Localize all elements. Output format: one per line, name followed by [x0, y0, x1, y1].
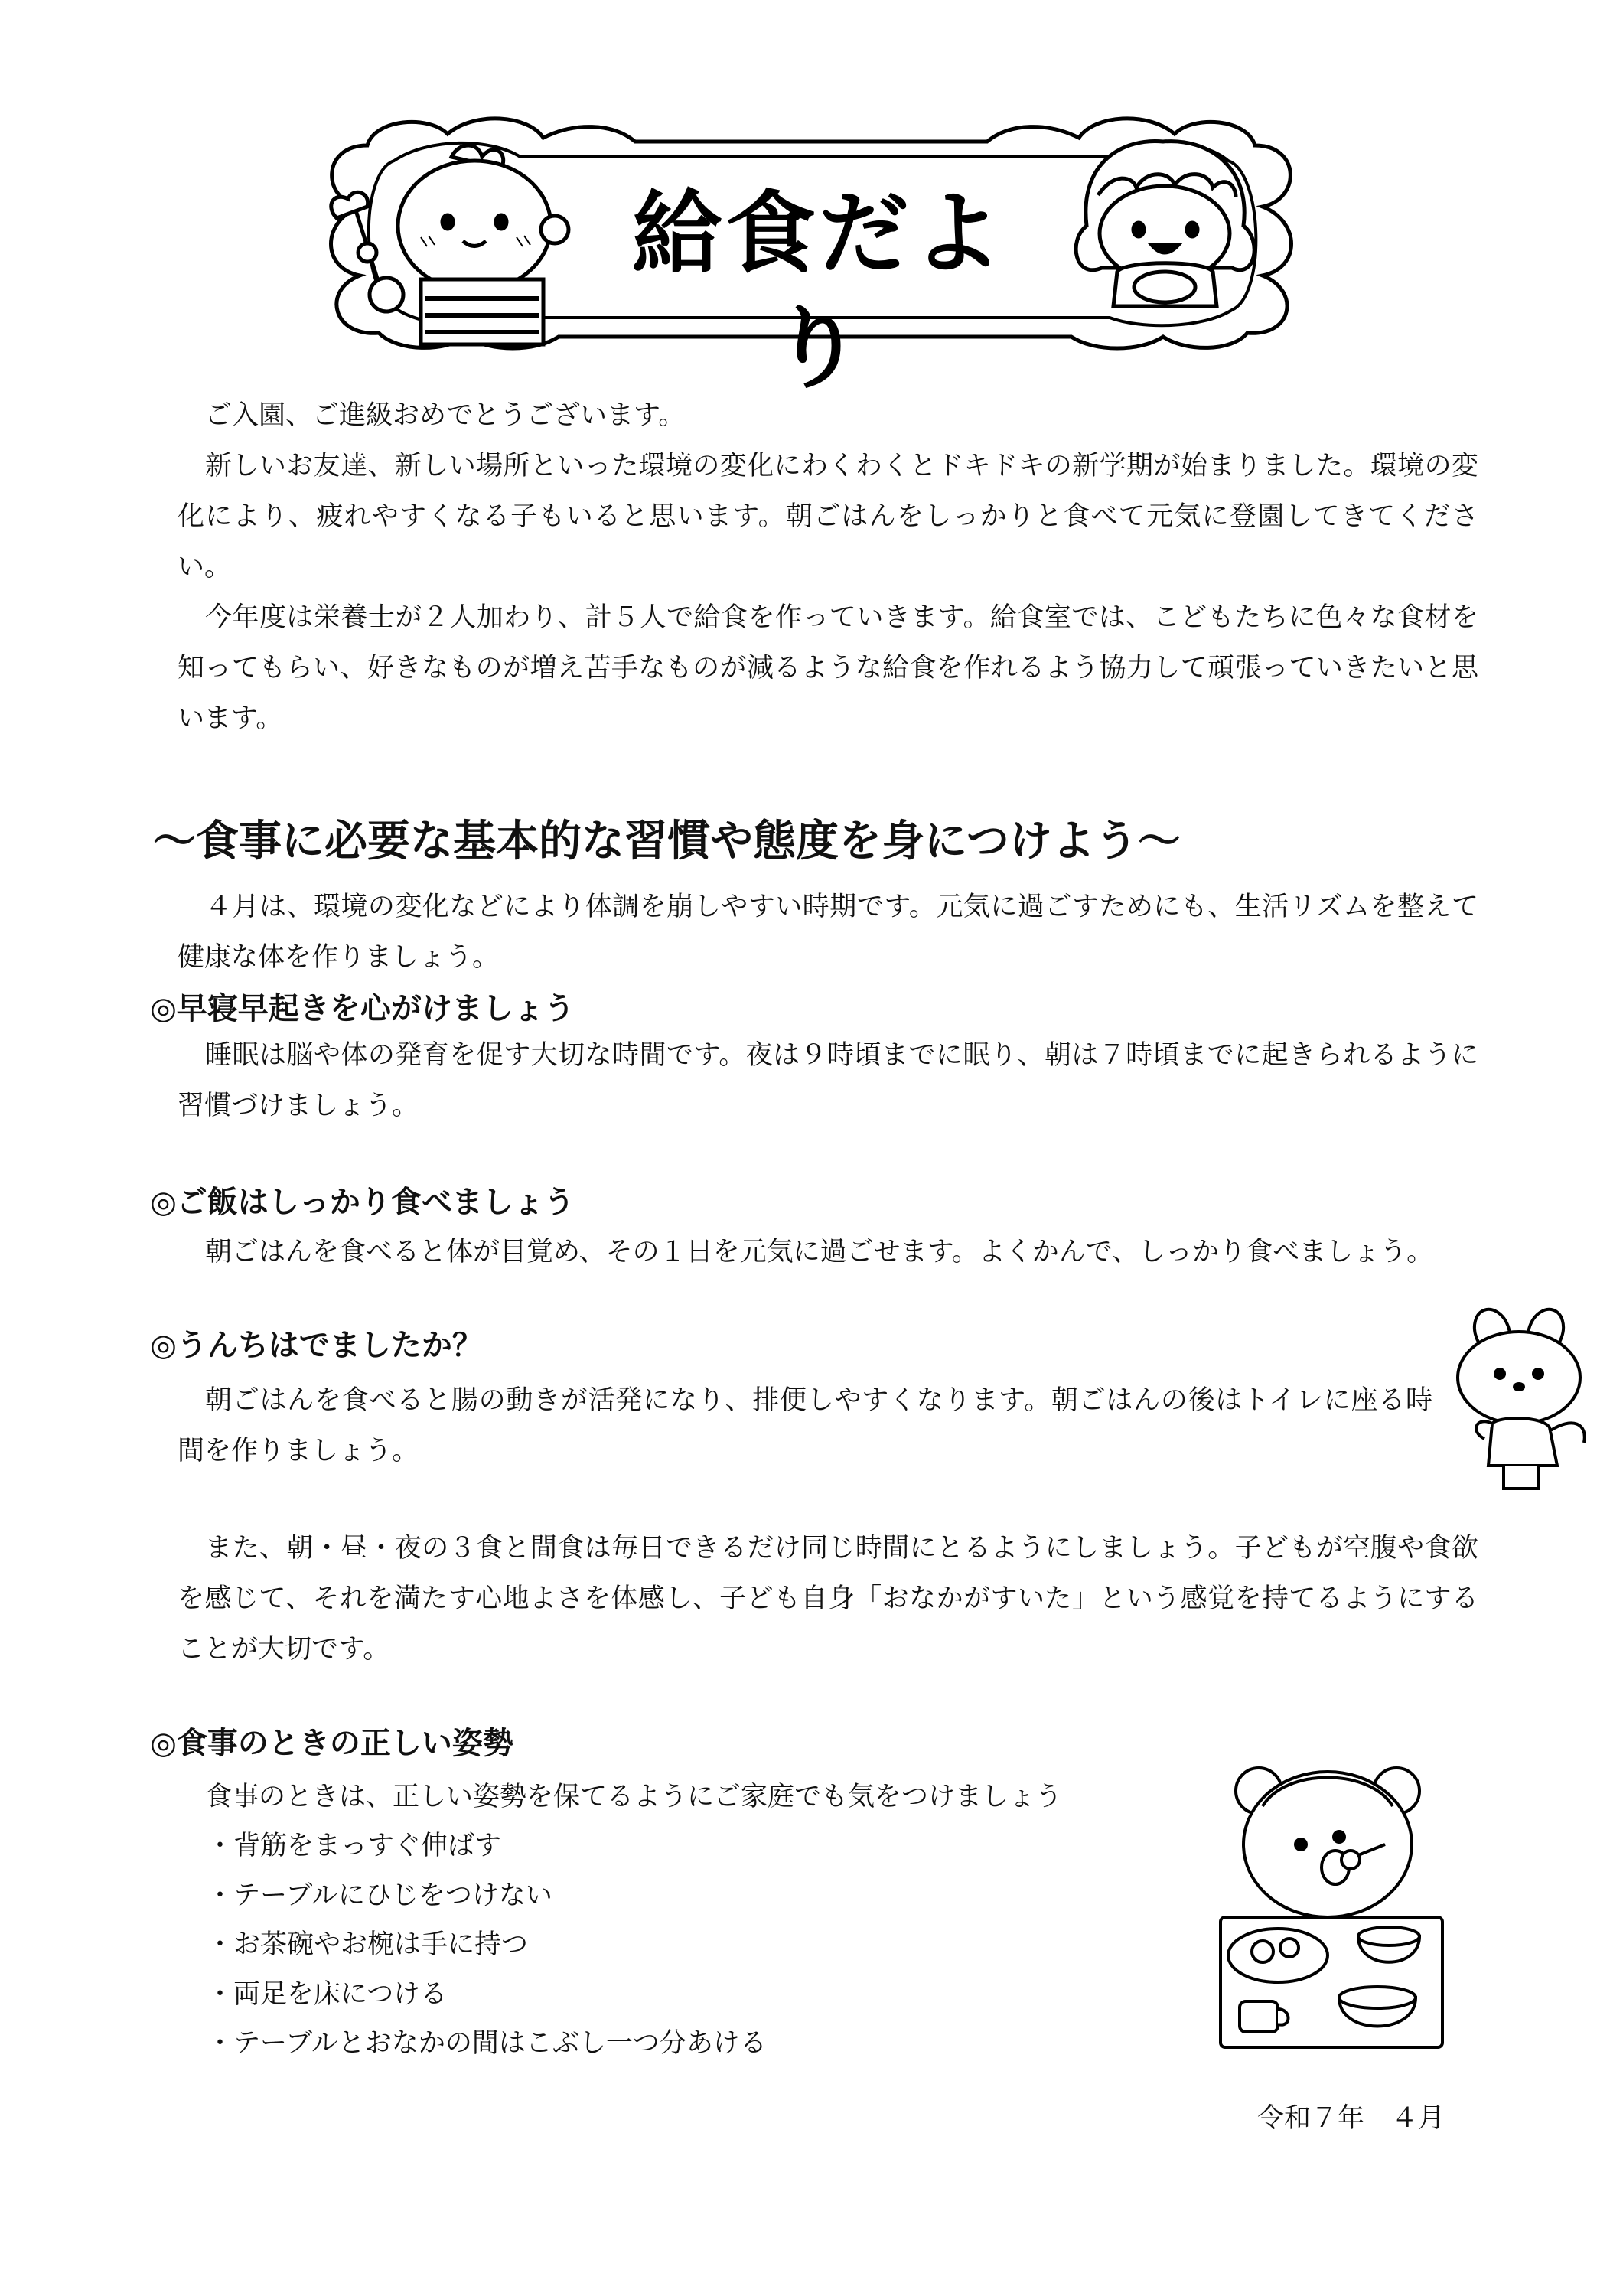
topic-body-sleep: 睡眠は脳や体の発育を促す大切な時間です。夜は９時頃までに眠り、朝は７時頃までに起きられるように習慣づけましょう。 [178, 1040, 1478, 1121]
newsletter-title: 給食だより [631, 181, 1005, 401]
list-item: ・お茶碗やお椀は手に持つ [207, 1929, 529, 1960]
intro-paragraph-2: 新しいお友達、新しい場所といった環境の変化にわくわくとドキドキの新学期が始まりました。環境の変化により、疲れやすくなる子もいると思います。朝ごはんをしっかりと食べて元気に登園してきてください。 [178, 451, 1478, 582]
topic-body-poop: 朝ごはんを食べると腸の動きが活発になり、排便しやすくなります。朝ごはんの後はトイレに座る時間を作りましょう。 [178, 1385, 1432, 1466]
list-item: ・両足を床につける [207, 1978, 448, 2010]
list-item: ・テーブルにひじをつけない [207, 1880, 552, 1911]
girl-eating-illustration [1217, 1753, 1446, 2051]
issue-date: 令和７年 ４月 [1256, 2103, 1445, 2134]
section-heading: ～食事に必要な基本的な習慣や態度を身につけよう～ [153, 817, 1181, 866]
topic-lead-posture: 食事のときは、正しい姿勢を保てるようにご家庭でも気をつけましょう [205, 1782, 1063, 1812]
list-item: ・テーブルとおなかの間はこぶし一つ分あける [207, 2028, 767, 2059]
topic-body-rice: 朝ごはんを食べると体が目覚め、その１日を元気に過ごせます。よくかんで、しっかり食べましょう。 [205, 1237, 1434, 1267]
bunny-on-toilet-illustration [1446, 1301, 1592, 1492]
meals-paragraph: また、朝・昼・夜の３食と間食は毎日できるだけ同じ時間にとるようにしましょう。子どもが空腹や食欲を感じて、それを満たす心地よさを体感し、子ども自身「おなかがすいた」という感覚を持てるようにすることが大切です。 [178, 1533, 1478, 1665]
section-lead: ４月は、環境の変化などにより体調を崩しやすい時期です。元気に過ごすためにも、生活リズムを整えて健康な体を作りましょう。 [178, 892, 1478, 973]
posture-list [207, 1821, 767, 2069]
topic-title-rice: ◎ご飯はしっかり食べましょう [150, 1185, 575, 1220]
intro-greeting: ご入園、ご進級おめでとうございます。 [205, 400, 686, 431]
list-item: ・背筋をまっすぐ伸ばす [207, 1831, 502, 1861]
intro-paragraph-3: 今年度は栄養士が２人加わり、計５人で給食を作っていきます。給食室では、こどもたちに色々な食材を知ってもらい、好きなものが増え苦手なものが減るような給食を作れるよう協力して頑張っていきたいと思います。 [178, 602, 1478, 734]
topic-title-poop: ◎うんちはでましたか？ [150, 1328, 483, 1363]
topic-title-posture: ◎食事のときの正しい姿勢 [150, 1726, 513, 1761]
topic-title-sleep: ◎早寝早起きを心がけましょう [150, 991, 575, 1026]
